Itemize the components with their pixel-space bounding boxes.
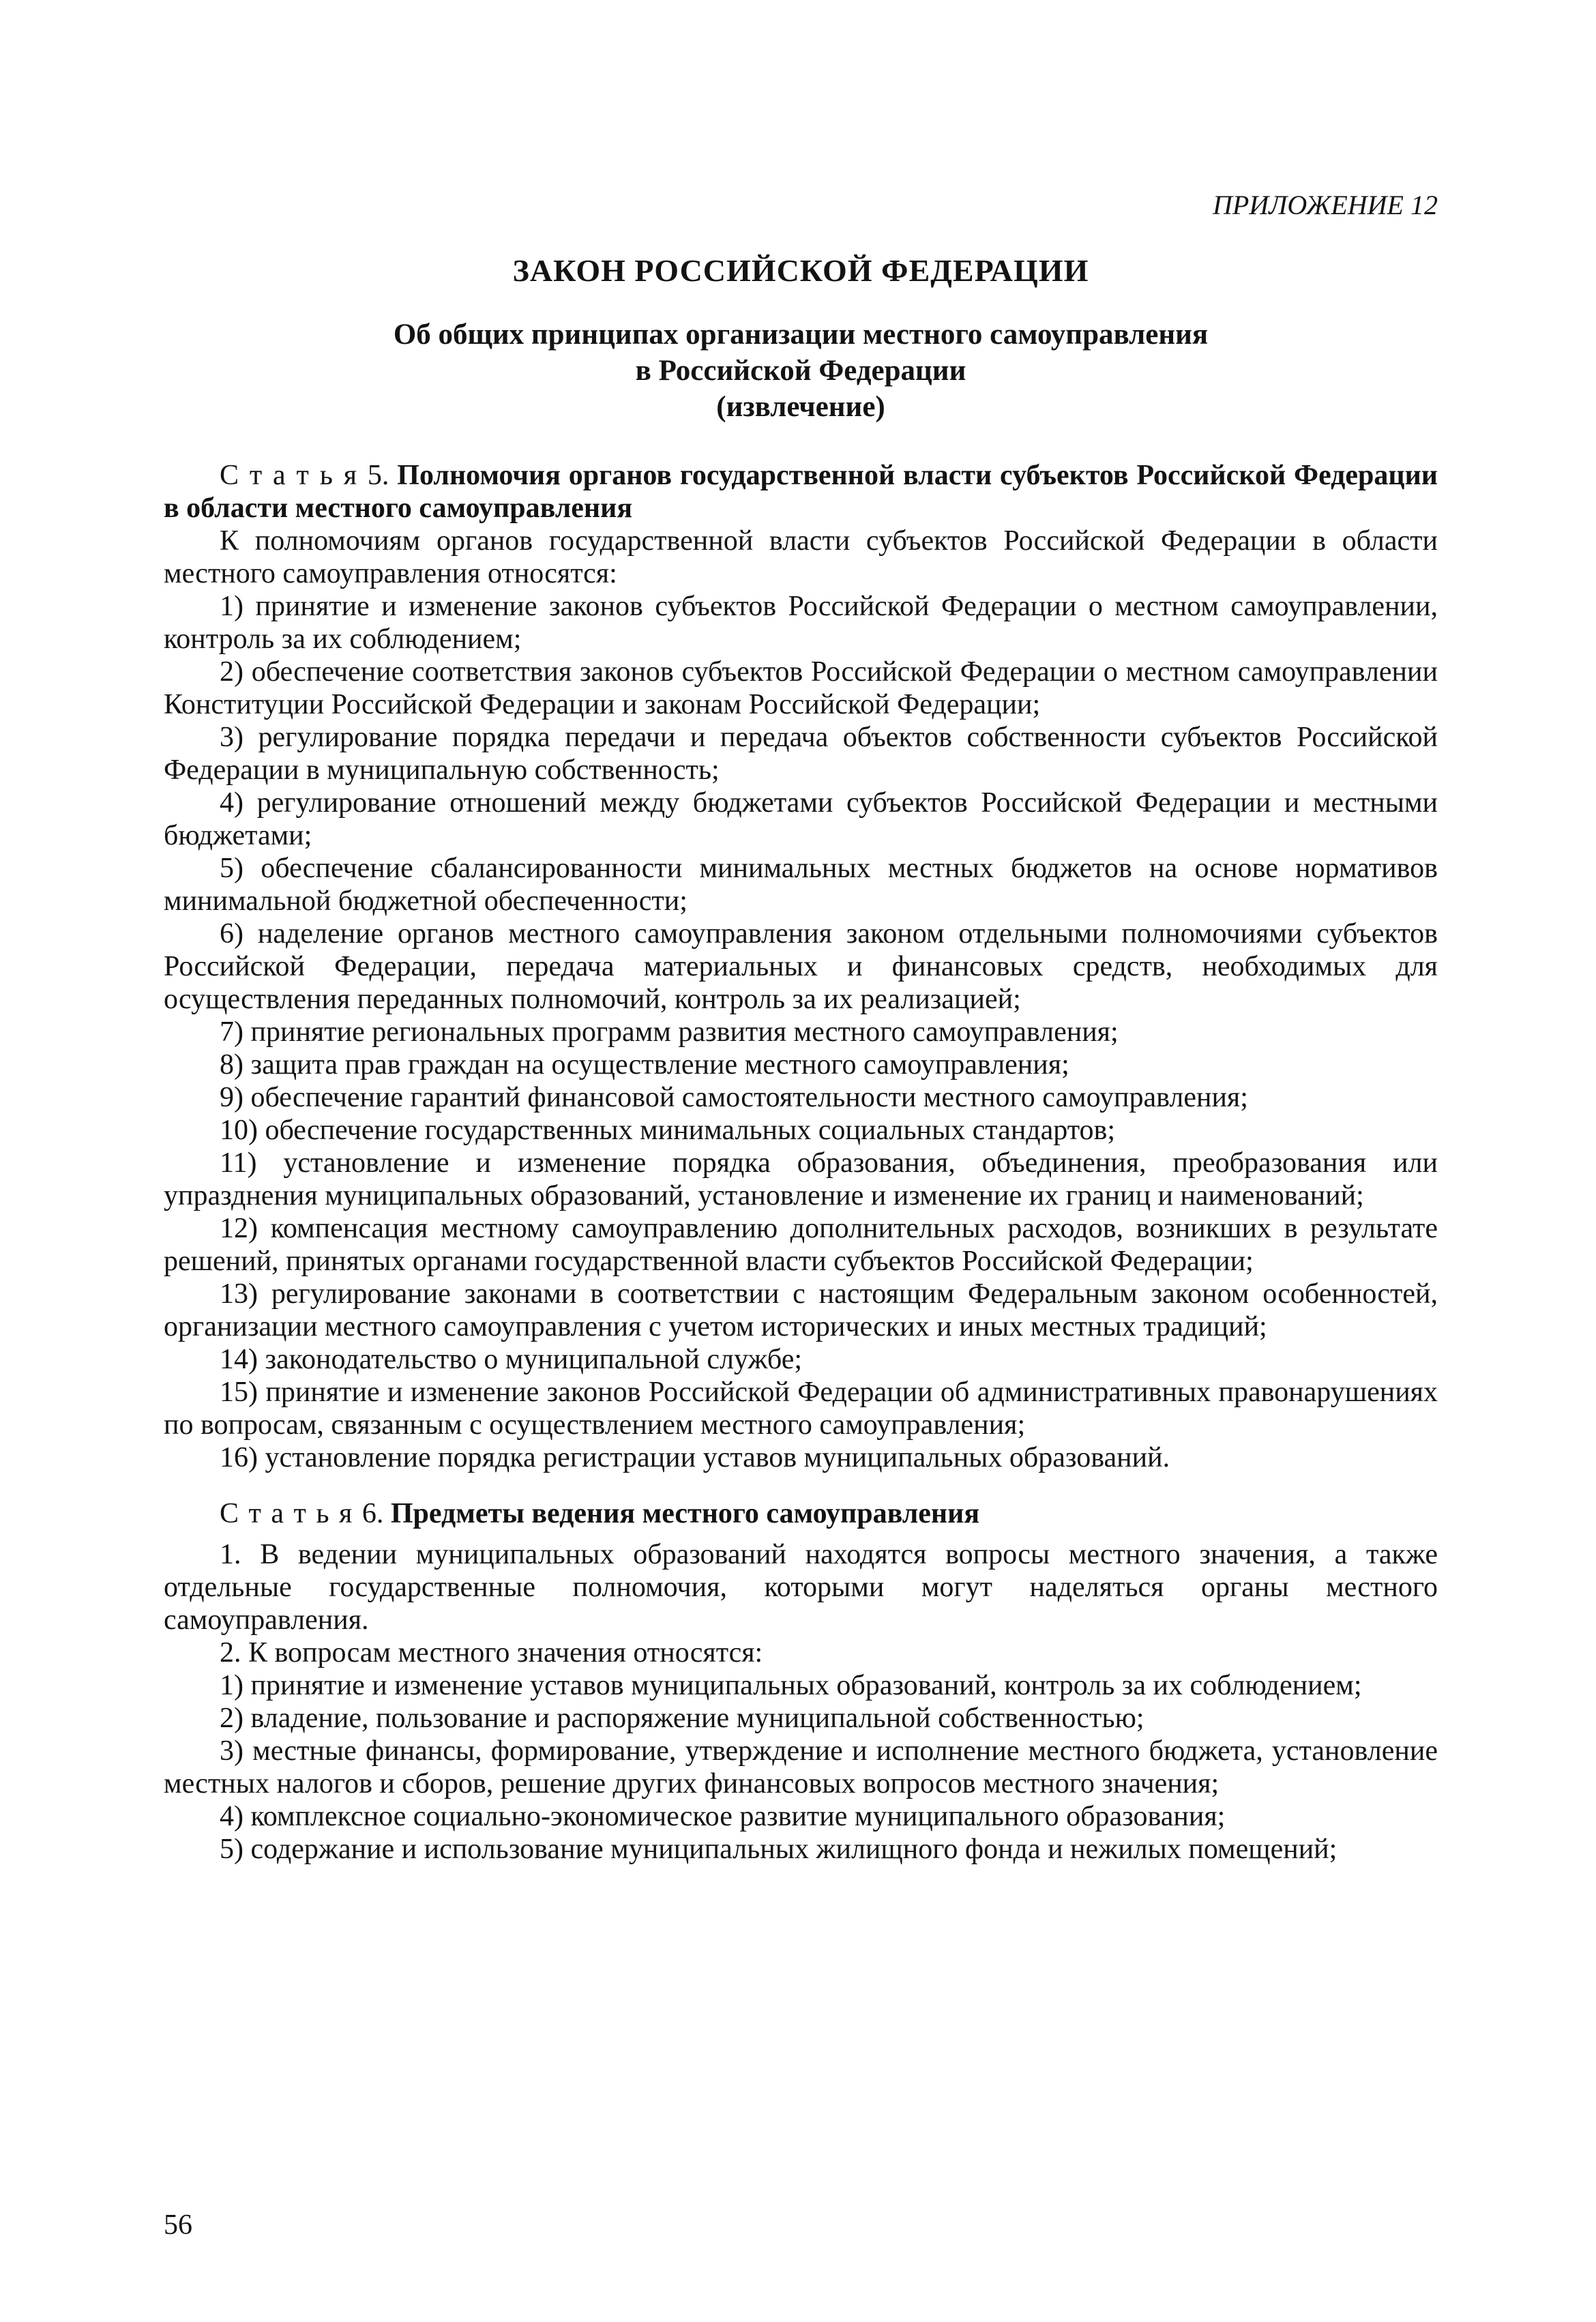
article-5-item: 6) наделение органов местного самоуправления законом отдельными полномочиями субъектов Российской Федерации, передача материальных и финансовых средств, необходимых для осуществления переданных полномочий, контроль за их реализацией; <box>164 918 1438 1015</box>
article-5-item: 11) установление и изменение порядка образования, объединения, преобразования или упразднения муниципальных образований, установление и изменение их границ и наименований; <box>164 1147 1438 1211</box>
law-subtitle-line-2: в Российской Федерации <box>635 355 966 387</box>
law-subtitle <box>164 317 1438 425</box>
article-5-item: 2) обеспечение соответствия законов субъектов Российской Федерации о местном самоуправлении Конституции Российской Федерации и законам Российской Федерации; <box>164 656 1438 720</box>
law-subtitle-line-1: Об общих принципах организации местного самоуправления <box>393 319 1209 351</box>
article-5-item: 4) регулирование отношений между бюджетами субъектов Российской Федерации и местными бюджетами; <box>164 787 1438 851</box>
article-6-title: Предметы ведения местного самоуправления <box>390 1498 980 1529</box>
article-5-item: 10) обеспечение государственных минимальных социальных стандартов; <box>220 1115 1116 1146</box>
article-6-item: 3) местные финансы, формирование, утверждение и исполнение местного бюджета, установление местных налогов и сборов, решение других финансовых вопросов местного значения; <box>164 1735 1438 1799</box>
article-6-item: 2) владение, пользование и распоряжение муниципальной собственностью; <box>220 1703 1144 1734</box>
article-6-item: 5) содержание и использование муниципальных жилищного фонда и нежилых помещений; <box>220 1834 1338 1865</box>
article-5-heading <box>164 459 1438 525</box>
article-6-item: 4) комплексное социально-экономическое развитие муниципального образования; <box>220 1801 1226 1832</box>
article-5-item: 8) защита прав граждан на осуществление местного самоуправления; <box>220 1049 1069 1081</box>
article-5-item: 9) обеспечение гарантий финансовой самостоятельности местного самоуправления; <box>220 1082 1248 1113</box>
article-5-item: 7) принятие региональных программ развития местного самоуправления; <box>220 1016 1119 1048</box>
page-number: 56 <box>164 2209 192 2241</box>
article-6-number: С т а т ь я 6. <box>220 1498 384 1529</box>
article-5-item: 3) регулирование порядка передачи и передача объектов собственности субъектов Российской Федерации в муниципальную собственность; <box>164 722 1438 786</box>
article-6-item: 1) принятие и изменение уставов муниципальных образований, контроль за их соблюдением; <box>220 1670 1362 1701</box>
appendix-label: ПРИЛОЖЕНИЕ 12 <box>1213 190 1438 220</box>
article-5-item: 15) принятие и изменение законов Российской Федерации об административных правонарушениях по вопросам, связанным с осуществлением местного самоуправления; <box>164 1377 1438 1441</box>
law-subtitle-line-3: (извлечение) <box>716 391 885 423</box>
article-6-paragraph: 2. К вопросам местного значения относятся: <box>220 1637 763 1669</box>
article-5-number: С т а т ь я 5. <box>220 460 389 491</box>
article-5-title: Полномочия органов государственной власти субъектов Российской Федерации в области местного самоуправления <box>164 460 1438 524</box>
article-6-heading <box>164 1497 1438 1530</box>
law-title: ЗАКОН РОССИЙСКОЙ ФЕДЕРАЦИИ <box>512 253 1089 288</box>
article-5-item: 1) принятие и изменение законов субъектов Российской Федерации о местном самоуправлении, контроль за их соблюдением; <box>164 591 1438 655</box>
article-5-item: 12) компенсация местному самоуправлению дополнительных расходов, возникших в результате решений, принятых органами государственной власти субъектов Российской Федерации; <box>164 1213 1438 1277</box>
article-5-item: 13) регулирование законами в соответствии с настоящим Федеральным законом особенностей, организации местного самоуправления с учетом исторических и иных местных традиций; <box>164 1278 1438 1342</box>
article-5-intro: К полномочиям органов государственной власти субъектов Российской Федерации в области местного самоуправления относятся: <box>164 525 1438 589</box>
article-6-paragraph: 1. В ведении муниципальных образований находятся вопросы местного значения, а также отдельные государственные полномочия, которыми могут наделяться органы местного самоуправления. <box>164 1539 1438 1636</box>
article-5-item: 16) установление порядка регистрации уставов муниципальных образований. <box>220 1442 1170 1473</box>
article-5-item: 5) обеспечение сбалансированности минимальных местных бюджетов на основе нормативов минимальной бюджетной обеспеченности; <box>164 853 1438 917</box>
article-5-item: 14) законодательство о муниципальной службе; <box>220 1344 803 1375</box>
